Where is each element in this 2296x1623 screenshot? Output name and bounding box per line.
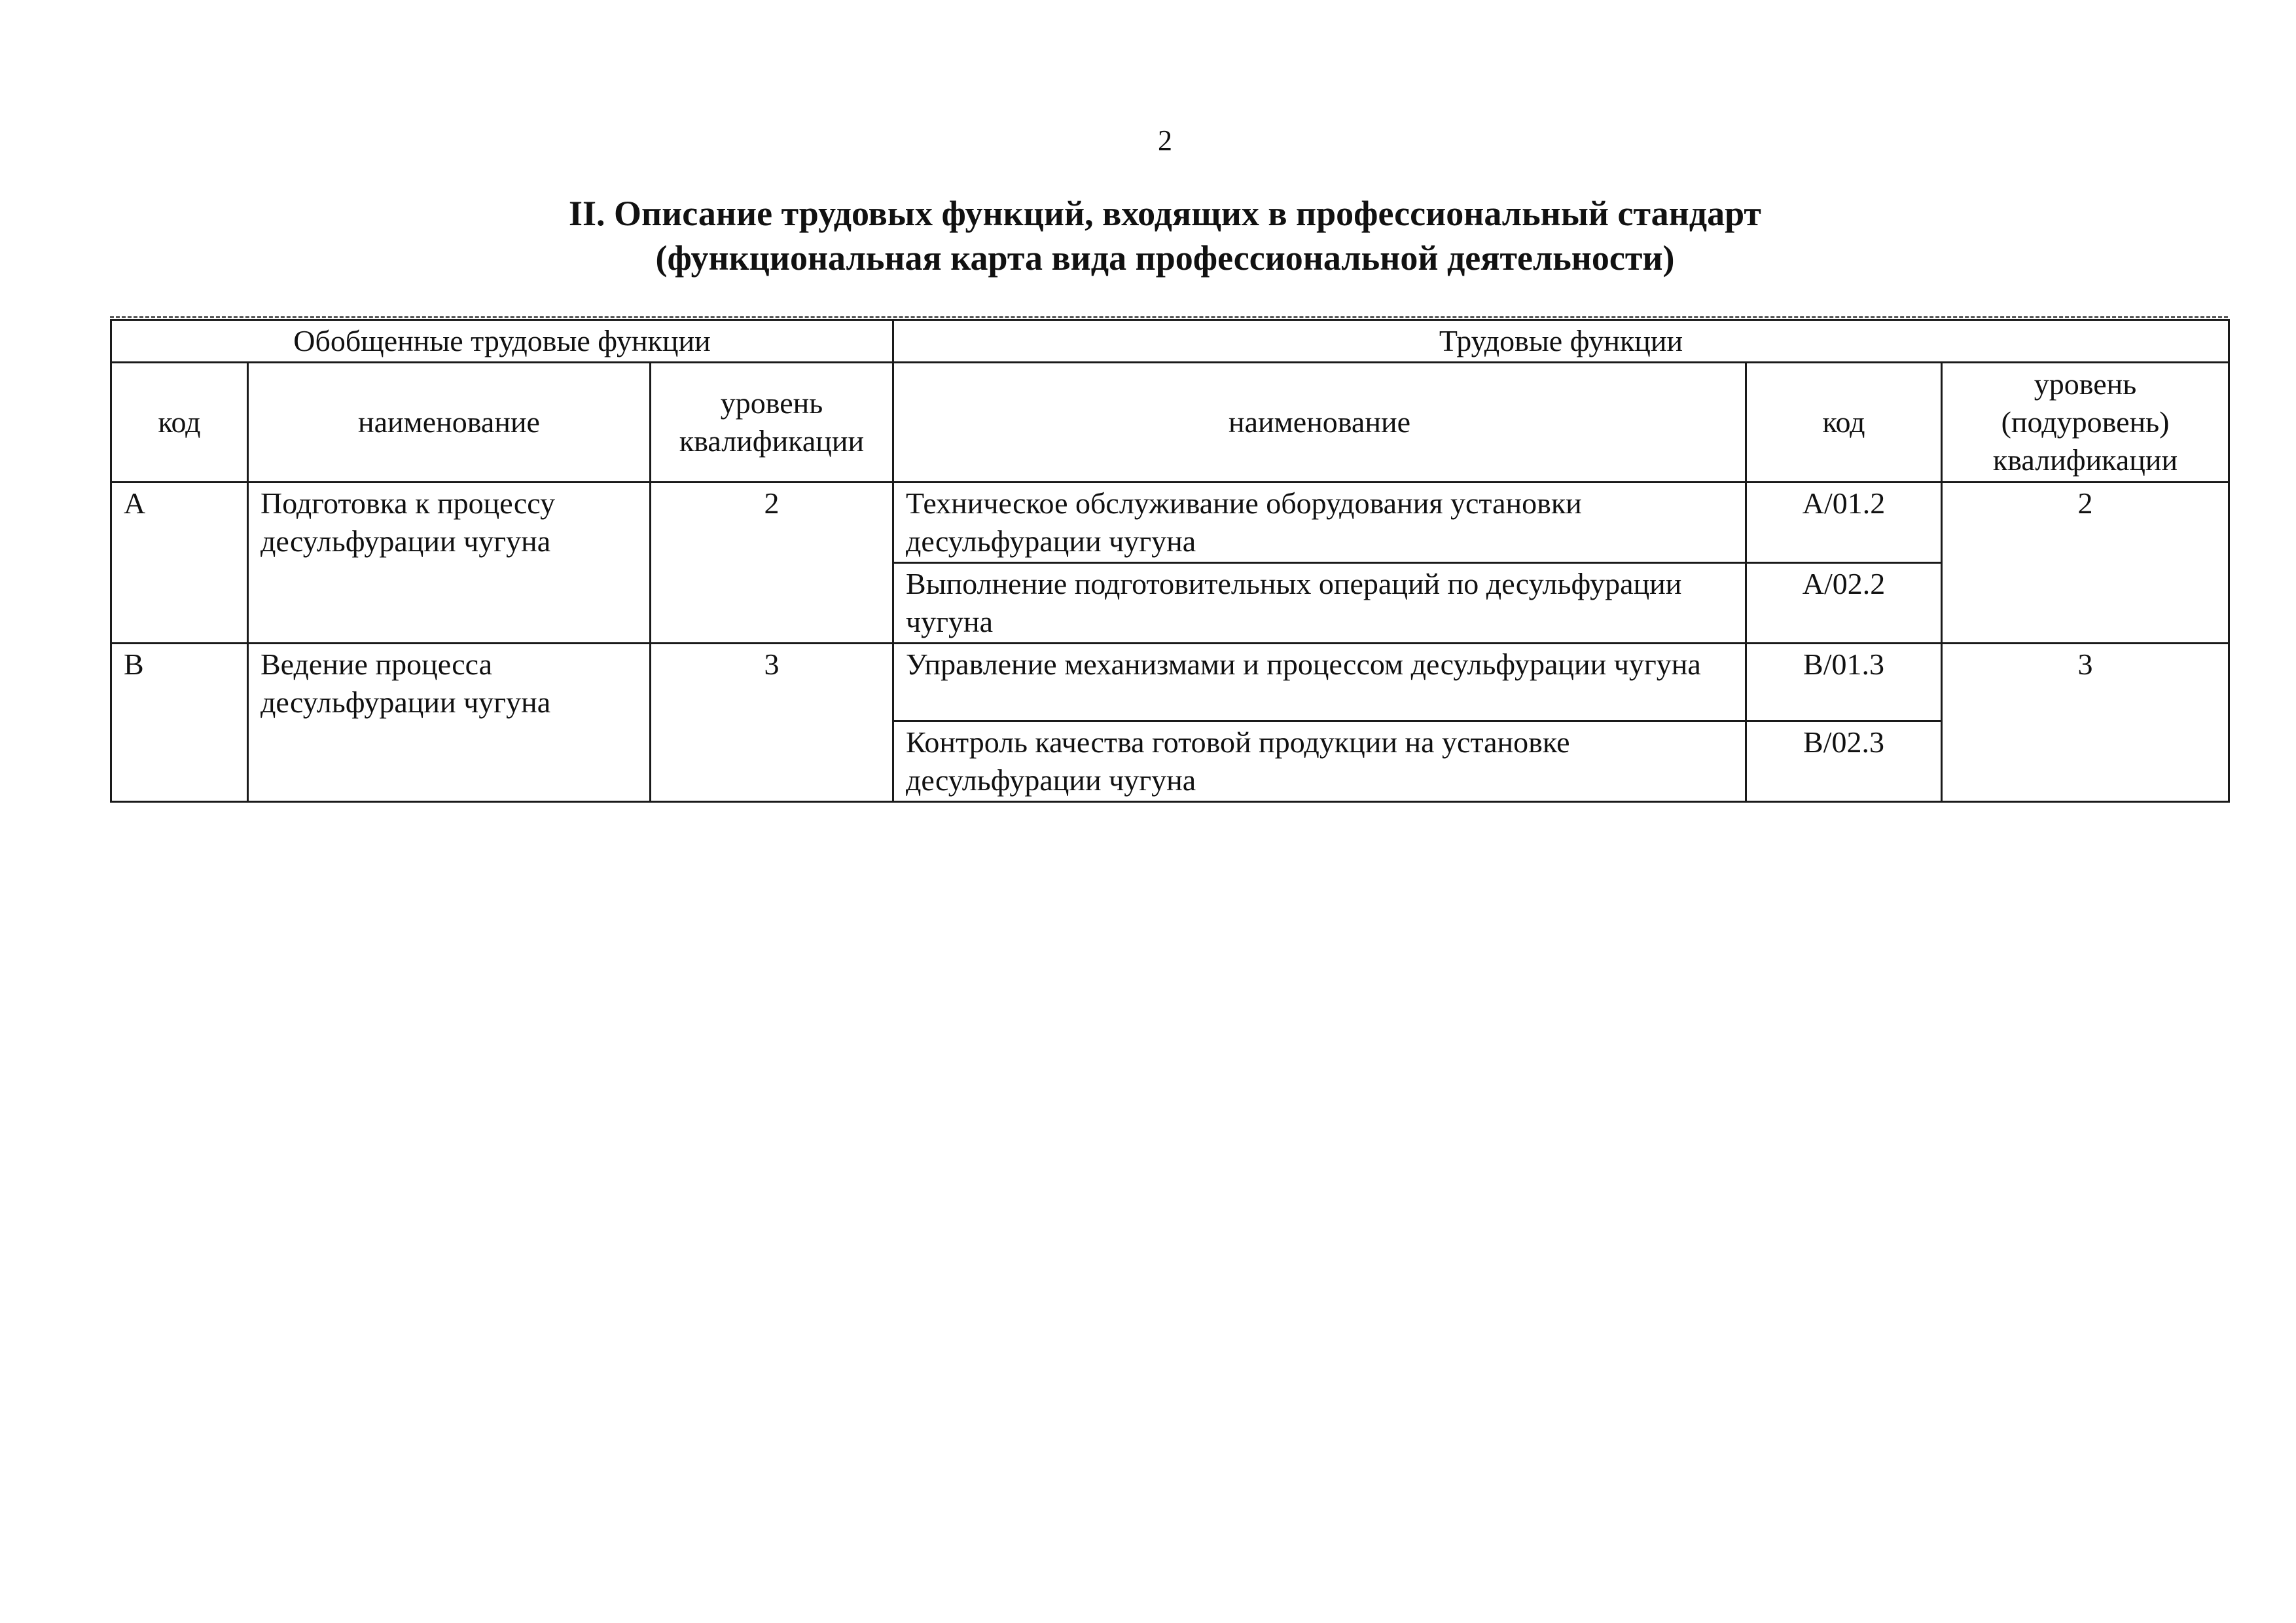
func-level-cell: 3 xyxy=(1942,644,2229,802)
col-header-func-code: код xyxy=(1746,363,1942,483)
col-header-gen-name: наименование xyxy=(248,363,651,483)
section-title xyxy=(0,191,2296,280)
column-header-row xyxy=(111,363,2229,483)
table-row xyxy=(111,483,2229,563)
functional-map-table xyxy=(110,319,2230,803)
gen-code-cell: B xyxy=(111,644,248,802)
group-header-row xyxy=(111,320,2229,363)
labor-functions-header: Трудовые функции xyxy=(893,320,2229,363)
gen-name-cell: Ведение процесса десульфурации чугуна xyxy=(248,644,651,802)
functional-map-table-container xyxy=(110,319,2228,803)
col-header-func-name: наименование xyxy=(893,363,1746,483)
func-code-cell: B/01.3 xyxy=(1746,644,1942,721)
gen-level-cell: 3 xyxy=(651,644,893,802)
section-title-line-2: (функциональная карта вида профессиональной деятельности) xyxy=(655,238,1675,278)
section-title-line-1: II. Описание трудовых функций, входящих в профессиональный стандарт xyxy=(569,194,1761,233)
generalized-functions-header: Обобщенные трудовые функции xyxy=(111,320,893,363)
gen-code-cell: A xyxy=(111,483,248,644)
func-level-cell: 2 xyxy=(1942,483,2229,644)
table-top-dashed-line xyxy=(110,316,2228,318)
col-header-func-level: уровень (подуровень) квалификации xyxy=(1942,363,2229,483)
func-name-cell: Контроль качества готовой продукции на установке десульфурации чугуна xyxy=(893,721,1746,802)
func-code-cell: B/02.3 xyxy=(1746,721,1942,802)
func-name-cell: Выполнение подготовительных операций по десульфурации чугуна xyxy=(893,563,1746,644)
func-name-cell: Управление механизмами и процессом десульфурации чугуна xyxy=(893,644,1746,721)
col-header-gen-code: код xyxy=(111,363,248,483)
page-number: 2 xyxy=(1158,124,1172,156)
gen-level-cell: 2 xyxy=(651,483,893,644)
func-code-cell: A/02.2 xyxy=(1746,563,1942,644)
func-code-cell: A/01.2 xyxy=(1746,483,1942,563)
col-header-gen-level: уровень квалификации xyxy=(651,363,893,483)
func-name-cell: Техническое обслуживание оборудования установки десульфурации чугуна xyxy=(893,483,1746,563)
gen-name-cell: Подготовка к процессу десульфурации чугуна xyxy=(248,483,651,644)
table-row xyxy=(111,644,2229,721)
